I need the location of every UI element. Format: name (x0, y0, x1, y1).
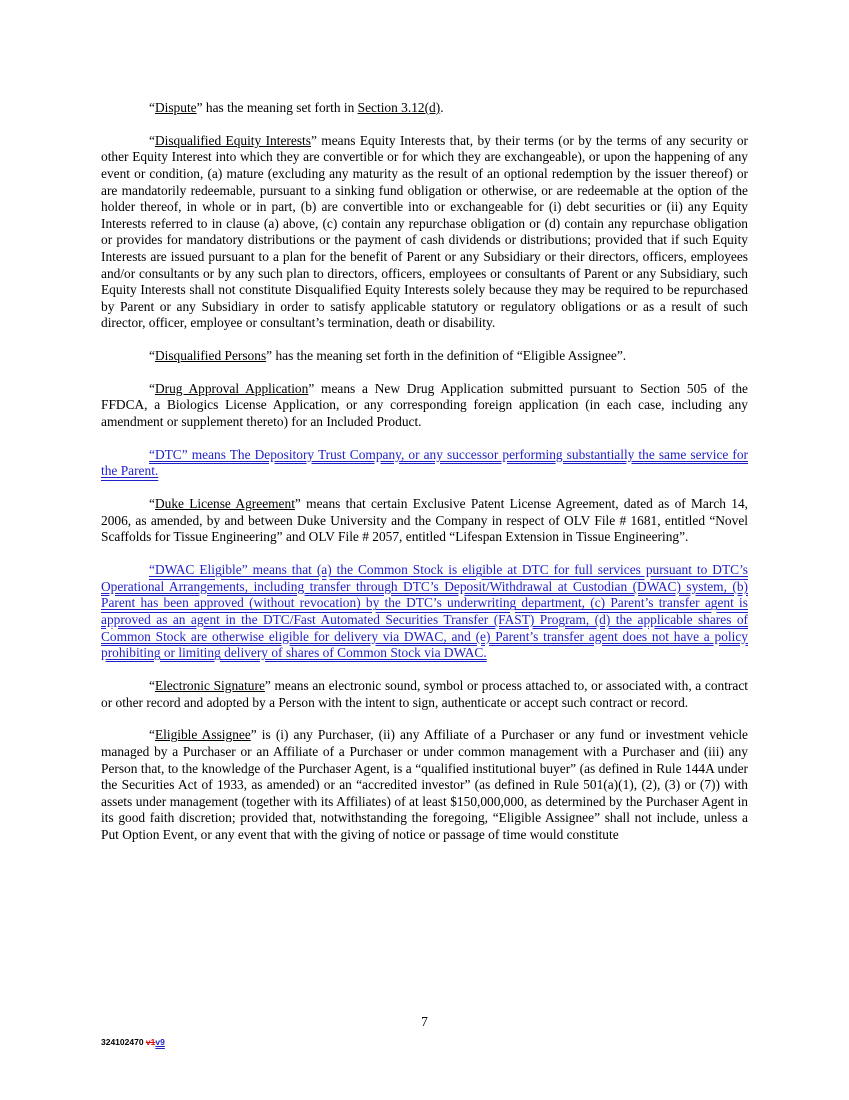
definition-duke-license-agreement (101, 496, 748, 546)
document-body (101, 100, 748, 843)
document-number: 324102470 (101, 1037, 146, 1047)
definition-text: means a New Drug Application submitted pursuant to Section 505 of the FFDCA, a Biologics License Application, or any corresponding foreign application (in each case, including any amendment or supplement thereto) for an Included Product. (101, 380, 748, 430)
section-reference-link[interactable]: Section 3.12(d) (357, 100, 441, 115)
definition-text: means an electronic sound, symbol or process attached to, or associated with, a contract or other record and adopted by a Person with the intent to sign, authenticate or accept such contract or record. (101, 677, 748, 710)
defined-term: Electronic Signature (154, 677, 265, 693)
definition-dtc-inserted (101, 447, 748, 480)
definition-dispute (101, 100, 748, 117)
close-quote: ” (310, 132, 317, 148)
definition-eligible-assignee (101, 727, 748, 843)
defined-term: Duke License Agreement (154, 496, 295, 512)
definition-electronic-signature (101, 678, 748, 711)
inserted-version: v9 (155, 1037, 165, 1047)
page-number: 7 (421, 1014, 428, 1029)
definition-drug-approval-application (101, 381, 748, 431)
open-quote: “ (149, 348, 155, 364)
close-quote: ” (264, 677, 271, 693)
definition-disqualified-equity-interests (101, 133, 748, 332)
open-quote: “ (149, 380, 155, 396)
definition-text: has the meaning set forth in the definition of “Eligible Assignee”. (272, 348, 627, 364)
defined-term: Drug Approval Application (154, 380, 309, 396)
defined-term: Eligible Assignee (154, 727, 251, 743)
inserted-text: “DWAC Eligible” means that (a) the Common Stock is eligible at DTC for full services pursuant to DTC’s Operational Arrangements, including transfer through DTC’s Deposit/Withdrawal at Custodian (DWAC) system, (b) Parent has been approved (without revocation) by the DTC’s underwriting department, (c) Parent’s transfer agent is approved as an agent in the DTC/Fast Automated Securities Transfer (FAST) Program, (d) the applicable shares of Common Stock are otherwise eligible for delivery via DWAC, and (e) Parent’s transfer agent does not have a policy prohibiting or limiting delivery of shares of Common Stock via DWAC. (101, 562, 748, 661)
definition-text: means Equity Interests that, by their terms (or by the terms of any security or other Equity Interest into which they are convertible or for which they are exchangeable), or upon the happening of any event or condition, (a) mature (excluding any maturity as the result of an optional redemption by the issuer thereof) or are mandatorily redeemable, pursuant to a sinking fund obligation or otherwise, or are redeemable at the option of the holder thereof, in whole or in part, (b) are convertible into or exchangeable for (i) debt securities or (ii) any Equity Interests referred to in clause (a) above, (c) contain any repurchase obligation or (d) contain any repurchase obligation or provides for mandatory distributions or the payment of cash dividends or distributions; provided that if such Equity Interests are issued pursuant to a plan for the benefit of Parent or any Subsidiary or their directors, officers, employees and/or consultants or by any such plan to directors, officers, employees or consultants of Parent or any Subsidiary, such Equity Interests shall not constitute Disqualified Equity Interests solely because they may be required to be repurchased by Parent or any Subsidiary in order to satisfy applicable statutory or regulatory obligations or as a result of such director, officer, employee or consultant’s termination, death or disability. (101, 132, 748, 331)
close-quote: ” (196, 100, 203, 115)
close-quote: ” (266, 348, 273, 364)
open-quote: “ (149, 132, 155, 148)
inserted-text: “DTC” means The Depository Trust Company, or any successor performing substantially the same service for the Parent. (101, 446, 748, 479)
close-quote: ” (308, 380, 315, 396)
defined-term: Disqualified Persons (154, 348, 267, 364)
definition-disqualified-persons (101, 348, 748, 365)
close-quote: ” (250, 727, 257, 743)
document-id-footer (101, 1037, 165, 1047)
open-quote: “ (149, 100, 155, 115)
definition-text: means that certain Exclusive Patent License Agreement, dated as of March 14, 2006, as amended, by and between Duke University and the Company in respect of OLV File # 1681, entitled “Novel Scaffolds for Tissue Engineering” and OLV File # 2057, entitled “Lifespan Extension in Tissue Engineering”. (101, 496, 748, 545)
definition-text: has the meaning set forth in (202, 100, 358, 115)
open-quote: “ (149, 496, 155, 512)
open-quote: “ (149, 727, 155, 743)
definition-dwac-eligible-inserted (101, 562, 748, 662)
definition-text: . (440, 100, 444, 115)
definition-text: is (i) any Purchaser, (ii) any Affiliate of a Purchaser or any fund or investment vehicle managed by a Purchaser or an Affiliate of a Purchaser or under common management with a Purchaser and (iii) any Person that, to the knowledge of the Purchaser Agent, is a “qualified institutional buyer” (as defined in Rule 144A under the Securities Act of 1933, as amended) or an “accredited investor” (as defined in Rule 501(a)(1), (2), (3) or (7)) with assets under management (together with its Affiliates) of at least $150,000,000, as determined by the Purchaser Agent in its good faith discretion; provided that, notwithstanding the foregoing, “Eligible Assignee” shall not include, unless a Put Option Event, or any event that with the giving of notice or passage of time would constitute (101, 727, 749, 842)
defined-term: Dispute (154, 100, 197, 115)
close-quote: ” (294, 496, 301, 512)
deleted-version: v1 (145, 1037, 156, 1047)
open-quote: “ (149, 677, 155, 693)
defined-term: Disqualified Equity Interests (154, 132, 311, 148)
